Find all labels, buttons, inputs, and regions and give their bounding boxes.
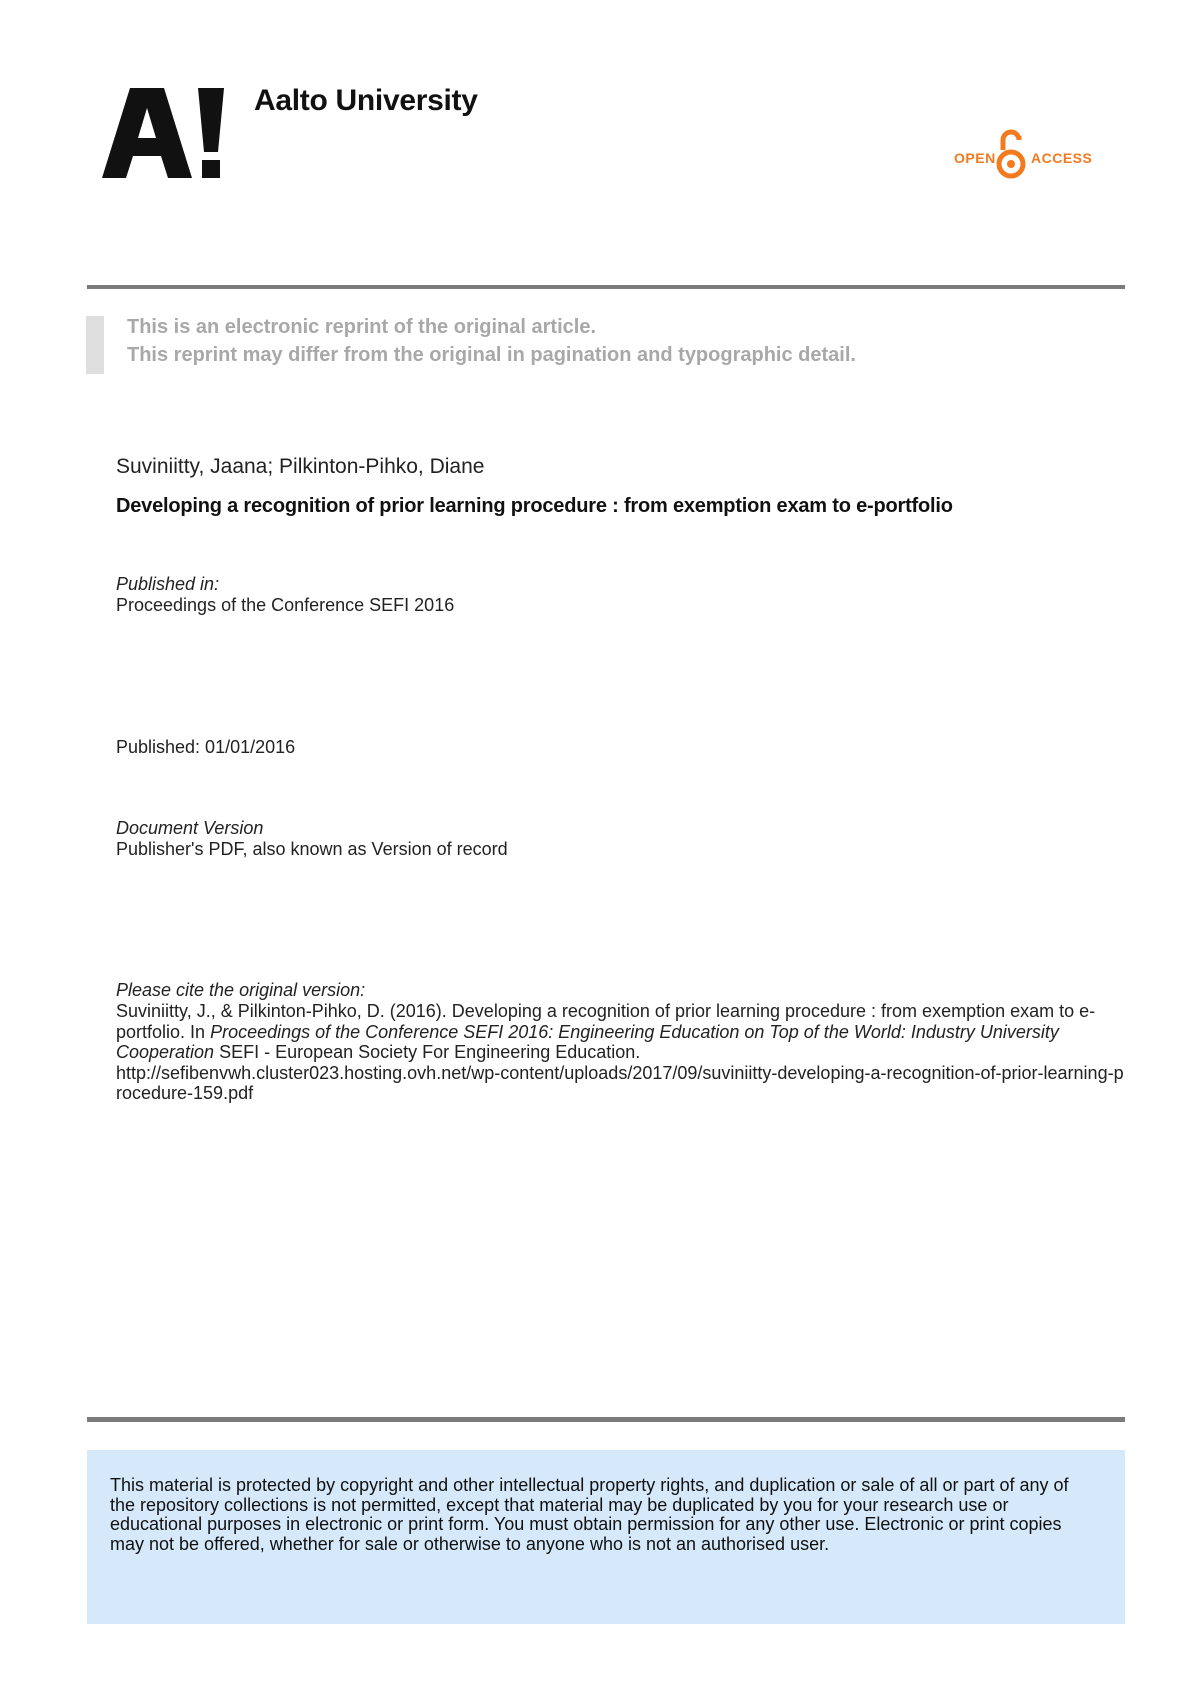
article-title: Developing a recognition of prior learning procedure : from exemption exam to e-portfolio: [116, 495, 953, 517]
copyright-notice-text: This material is protected by copyright and other intellectual property rights, and duplication or sale of all or part of any of the repository collections is not permitted, except that material may be duplicated by you for your research use or educational purposes in electronic or print form. You must obtain permission for any other use. Electronic or print copies may not be offered, whether for sale or otherwise to anyone who is not an authorised user.: [110, 1475, 1069, 1554]
citation-url[interactable]: http://sefibenvwh.cluster023.hosting.ovh.net/wp-content/uploads/2017/09/suviniitty-developing-a-recognition-of-prior-learning-procedure-159.pdf: [116, 1062, 1124, 1103]
reprint-notice-line-1: This is an electronic reprint of the original article.: [127, 316, 596, 338]
citation-part-1: Suviniitty, J., & Pilkinton-Pihko, D. (2016). Developing a recognition of prior learning procedure : from exemption exam to e-portfolio. In: [116, 1001, 1096, 1042]
published-date: Published: 01/01/2016: [116, 737, 296, 757]
bottom-divider: [87, 1417, 1125, 1422]
university-name: Aalto University: [254, 84, 478, 117]
published-in-label: Published in:: [116, 574, 220, 594]
copyright-notice-box: [87, 1450, 1125, 1624]
article-authors: Suviniitty, Jaana; Pilkinton-Pihko, Diane: [116, 455, 485, 478]
aalto-logo-icon: [102, 88, 232, 184]
open-access-right: ACCESS: [1031, 150, 1093, 166]
open-access-lock-icon: [995, 128, 1027, 180]
open-access-left: OPEN: [954, 150, 996, 166]
reprint-notice-bar: [86, 316, 104, 374]
reprint-notice-line-2: This reprint may differ from the original in pagination and typographic detail.: [127, 344, 856, 366]
citation-part-2: SEFI - European Society For Engineering Education.: [214, 1042, 641, 1062]
citation-text: [116, 1001, 1126, 1104]
document-version-value: Publisher's PDF, also known as Version of record: [116, 839, 508, 859]
open-access-badge: [954, 128, 1094, 180]
document-version-label: Document Version: [116, 818, 264, 838]
published-in-value: Proceedings of the Conference SEFI 2016: [116, 595, 455, 615]
citation-label: Please cite the original version:: [116, 980, 366, 1000]
top-divider: [87, 285, 1125, 289]
citation-proceedings-title: Proceedings of the Conference SEFI 2016: Engineering Education on Top of the World: Industry University Cooperation: [116, 1021, 1059, 1062]
